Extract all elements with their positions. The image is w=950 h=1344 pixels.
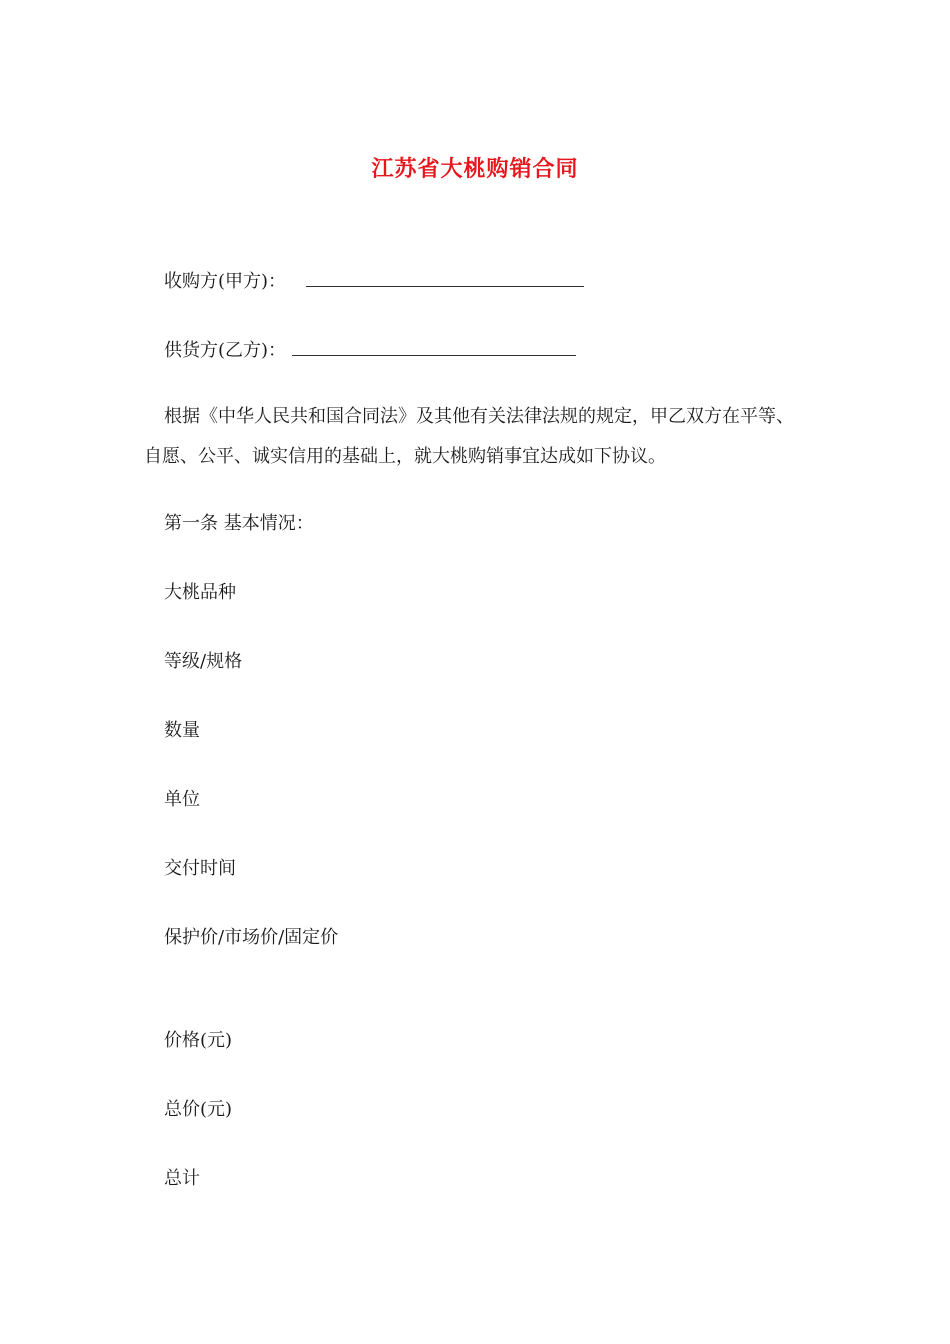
party-a-label: 收购方(甲方)： [164,271,287,292]
article-1-heading: 第一条 基本情况： [164,513,314,534]
item-quantity: 数量 [164,720,200,741]
party-b-label: 供货方(乙方)： [164,340,287,361]
party-a-blank [306,268,584,287]
item-unit: 单位 [164,789,200,810]
party-b-blank [292,337,576,356]
intro-paragraph: 根据《中华人民共和国合同法》及其他有关法律法规的规定，甲乙双方在平等、自愿、公平、诚实信用的基础上，就大桃购销事宜达成如下协议。 [144,406,794,467]
item-price-type: 保护价/市场价/固定价 [164,927,339,948]
item-peach-variety: 大桃品种 [164,582,236,603]
party-a-line [164,268,584,294]
page-title: 江苏省大桃购销合同 [371,156,579,182]
item-grade-spec: 等级/规格 [164,651,243,672]
item-price: 价格(元) [164,1030,233,1051]
party-b-line [164,337,576,363]
item-delivery-time: 交付时间 [164,858,236,879]
item-grand-total: 总计 [164,1168,200,1189]
item-total-price: 总价(元) [164,1099,233,1120]
